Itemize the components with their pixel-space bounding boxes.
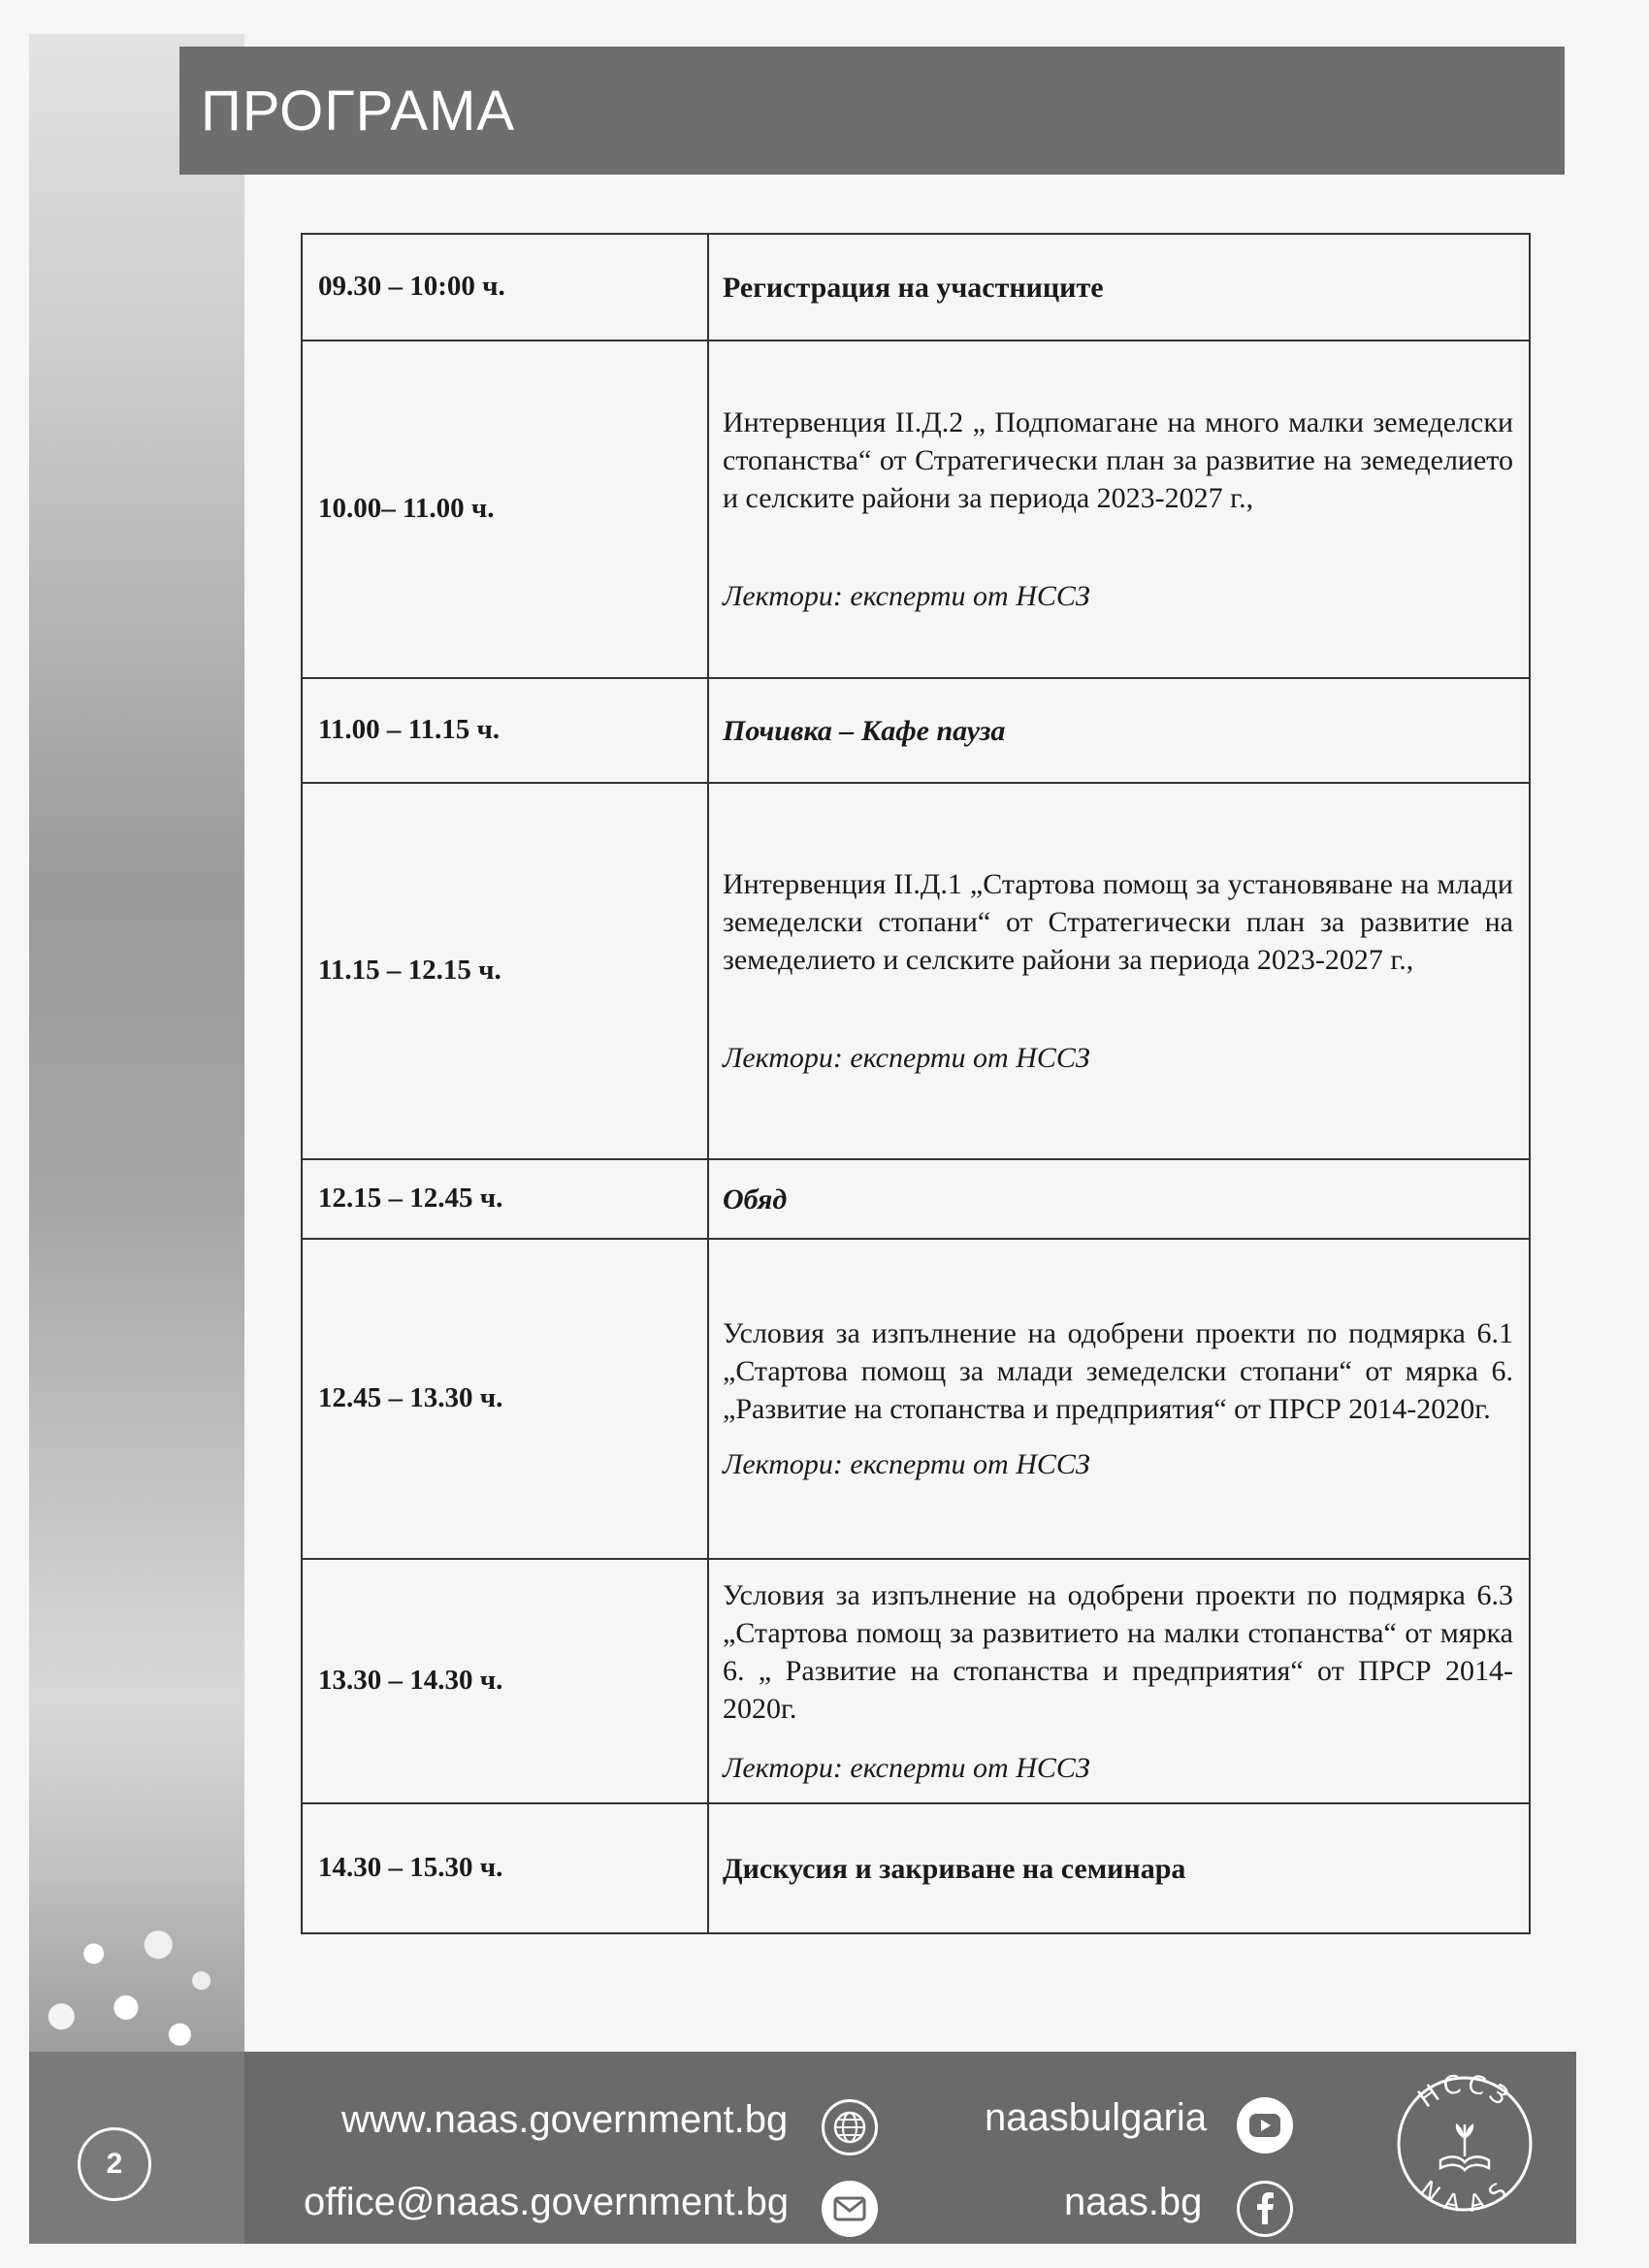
table-row [302, 234, 1530, 340]
row-content [708, 783, 1530, 1159]
row-content [708, 234, 1530, 340]
row-time: 13.30 – 14.30 ч. [302, 1559, 708, 1803]
row-lecturers: Лектори: експерти от НССЗ [723, 1751, 1090, 1784]
row-description: Условия за изпълнение на одобрени проекти по подмярка 6.1 „Стартова помощ за млади земеделски стопани“ от мярка 6. „Развитие на стопанства и предприятия“ от ПРСР 2014-2020г. [723, 1317, 1513, 1425]
title-bar [179, 47, 1565, 175]
row-description: Интервенция II.Д.2 „ Подпомагане на много малки земеделски стопанства“ от Стратегически план за развитие на земеделието и селските райони за периода 2023-2027 г., [723, 406, 1513, 514]
row-time: 11.15 – 12.15 ч. [302, 783, 708, 1159]
row-time: 10.00– 11.00 ч. [302, 340, 708, 678]
website-link[interactable]: www.naas.government.bg [341, 2098, 789, 2141]
facebook-icon [1237, 2181, 1293, 2237]
row-content [708, 1239, 1530, 1559]
table-row [302, 678, 1530, 783]
footer [29, 2052, 1576, 2244]
youtube-icon [1237, 2097, 1293, 2154]
table-row [302, 783, 1530, 1159]
row-label: Почивка – Кафе пауза [723, 714, 1006, 747]
row-description: Интервенция II.Д.1 „Стартова помощ за установяване на млади земеделски стопани“ от Стратегически план за развитие на земеделието и селските райони за периода 2023-2027 г., [723, 868, 1513, 976]
row-content [708, 678, 1530, 783]
row-lecturers: Лектори: експерти от НССЗ [723, 1448, 1090, 1480]
page-title: ПРОГРАМА [201, 79, 516, 143]
row-content [708, 1803, 1530, 1933]
row-content [708, 1559, 1530, 1803]
facebook-link[interactable]: naas.bg [1064, 2181, 1203, 2223]
flowers-image [29, 1882, 244, 2061]
globe-icon [822, 2099, 878, 2155]
table-row [302, 1559, 1530, 1803]
table-row [302, 1803, 1530, 1933]
logo-bottom-text: NAAS [1414, 2175, 1515, 2217]
row-lecturers: Лектори: експерти от НССЗ [723, 1042, 1090, 1074]
decorative-sidebar [29, 34, 244, 2061]
email-link[interactable]: office@naas.government.bg [304, 2181, 790, 2223]
row-description: Условия за изпълнение на одобрени проекти по подмярка 6.3 „Стартова помощ за развитието на малки стопанства“ от мярка 6. „ Развитие на стопанства и предприятия“ от ПРСР 2014-2020г. [723, 1578, 1513, 1725]
row-label: Обяд [723, 1183, 788, 1215]
page-number: 2 [78, 2127, 151, 2201]
row-content [708, 1159, 1530, 1239]
row-time: 12.45 – 13.30 ч. [302, 1239, 708, 1559]
row-label: Регистрация на участниците [723, 271, 1104, 304]
table-row [302, 340, 1530, 678]
table-row [302, 1159, 1530, 1239]
page-number-box [29, 2052, 244, 2244]
row-time: 12.15 – 12.45 ч. [302, 1159, 708, 1239]
logo-top-text: НССЗ [1412, 2071, 1517, 2115]
row-lecturers: Лектори: експерти от НССЗ [723, 580, 1090, 612]
row-time: 11.00 – 11.15 ч. [302, 678, 708, 783]
row-time: 14.30 – 15.30 ч. [302, 1803, 708, 1933]
row-time: 09.30 – 10:00 ч. [302, 234, 708, 340]
row-label: Дискусия и закриване на семинара [723, 1852, 1186, 1885]
youtube-link[interactable]: naasbulgaria [985, 2096, 1208, 2139]
envelope-icon [822, 2181, 878, 2237]
naas-logo [1392, 2071, 1537, 2217]
schedule-table [301, 233, 1531, 1934]
row-content [708, 340, 1530, 678]
table-row [302, 1239, 1530, 1559]
